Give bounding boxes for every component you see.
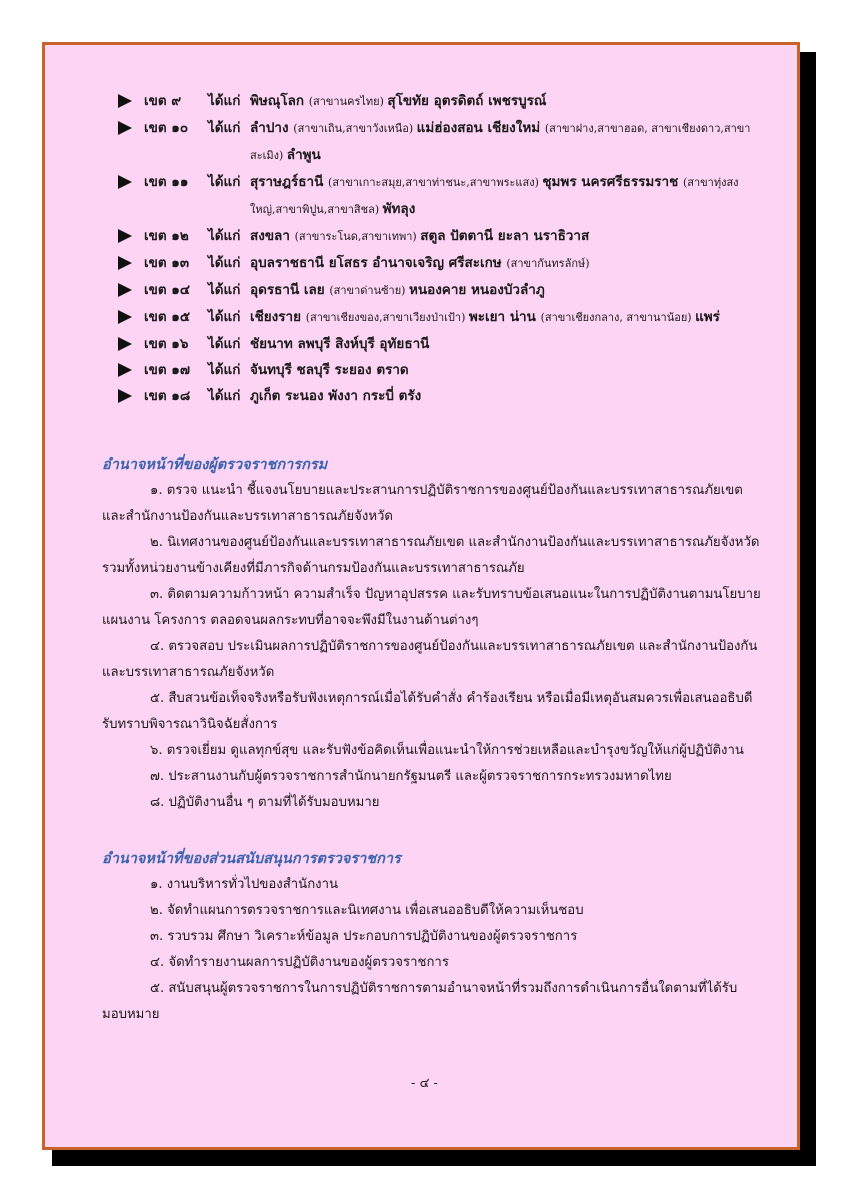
zone-provinces <box>250 331 778 357</box>
province-name: แพร่ <box>695 309 720 325</box>
zone-includes-label: ได้แก่ <box>208 93 241 109</box>
zone-provinces <box>250 277 778 304</box>
branch-note: (สาขาระโนด,สาขาเทพา) <box>294 230 421 243</box>
branch-note: (สาขาทุ่งสงใหญ่,สาขาพิปูน,สาขาสิชล) <box>250 176 739 216</box>
zone-row <box>118 277 778 304</box>
bullet-arrow-icon <box>118 283 132 297</box>
zone-row <box>118 331 778 357</box>
duty-item: ๖. ตรวจเยี่ยม ดูแลทุกข์สุข และรับฟังข้อคิดเห็นเพื่อแนะนำให้การช่วยเหลือและบำรุงขวัญให้แก่ผู้ปฏิบัติงาน <box>150 743 744 758</box>
bullet-arrow-icon <box>118 175 132 189</box>
zone-includes-label: ได้แก่ <box>208 174 241 190</box>
duty-item: ๑. งานบริหารทั่วไปของสำนักงาน <box>150 877 339 892</box>
zone-label: เขต ๑๘ <box>144 388 191 404</box>
duty-item: ๘. ปฏิบัติงานอื่น ๆ ตามที่ได้รับมอบหมาย <box>150 795 380 810</box>
zone-label: เขต ๑๗ <box>144 362 191 378</box>
province-name: ภูเก็ต ระนอง พังงา กระบี่ ตรัง <box>250 388 422 404</box>
bullet-arrow-icon <box>118 363 132 377</box>
duty-item: ๗. ประสานงานกับผู้ตรวจราชการสำนักนายกรัฐมนตรี และผู้ตรวจราชการกระทรวงมหาดไทย <box>150 769 672 784</box>
zone-row <box>118 115 778 169</box>
bullet-arrow-icon <box>118 229 132 243</box>
zone-row <box>118 223 778 250</box>
section-heading: อำนาจหน้าที่ของผู้ตรวจราชการกรม <box>102 456 328 473</box>
province-name: ชัยนาท ลพบุรี สิงห์บุรี อุทัยธานี <box>250 336 430 352</box>
duty-item: ๒. นิเทศงานของศูนย์ป้องกันและบรรเทาสาธารณภัยเขต และสำนักงานป้องกันและบรรเทาสาธารณภัยจังหวัด รวมทั้งหน่วยงานข้างเคียงที่มีภารกิจด้านกรมป้องกันและบรรเทาสาธารณภัย <box>102 535 760 576</box>
duty-list <box>102 872 762 1028</box>
zone-provinces <box>250 357 778 383</box>
province-name: สงขลา <box>250 228 295 244</box>
zone-includes-label: ได้แก่ <box>208 388 241 404</box>
section-support-duties <box>102 846 762 1028</box>
province-name: สุราษฎร์ธานี <box>250 174 329 190</box>
zone-label: เขต ๑๔ <box>144 282 191 298</box>
zone-provinces <box>250 250 778 277</box>
duty-item: ๕. สืบสวนข้อเท็จจริงหรือรับฟังเหตุการณ์เมื่อได้รับคำสั่ง คำร้องเรียน หรือเมื่อมีเหตุอันสมควรเพื่อเสนออธิบดีรับทราบพิจารณาวินิจฉัยสั่งการ <box>102 691 753 732</box>
duty-item: ๓. ติดตามความก้าวหน้า ความสำเร็จ ปัญหาอุปสรรค และรับทราบข้อเสนอแนะในการปฏิบัติงานตามนโยบาย แผนงาน โครงการ ตลอดจนผลกระทบที่อาจจะพึงมีในงานด้านต่างๆ <box>102 587 761 628</box>
zone-row <box>118 304 778 331</box>
bullet-arrow-icon <box>118 310 132 324</box>
province-name: อุบลราชธานี ยโสธร อำนาจเจริญ ศรีสะเกษ <box>250 255 507 271</box>
zone-provinces <box>250 304 778 331</box>
zone-includes-label: ได้แก่ <box>208 362 241 378</box>
zone-label: เขต ๑๕ <box>144 309 191 325</box>
zone-label: เขต ๙ <box>144 93 182 109</box>
branch-note: (สาขาเถิน,สาขาวังเหนือ) <box>293 122 417 135</box>
province-name: พัทลุง <box>382 201 416 217</box>
zone-provinces <box>250 223 778 250</box>
zone-provinces <box>250 88 778 115</box>
bullet-arrow-icon <box>118 389 132 403</box>
branch-note: (สาขากันทรลักษ์) <box>506 257 590 270</box>
bullet-arrow-icon <box>118 121 132 135</box>
province-name: พะเยา น่าน <box>468 309 541 325</box>
section-heading: อำนาจหน้าที่ของส่วนสนับสนุนการตรวจราชการ <box>102 850 401 867</box>
branch-note: (สาขาเกาะสมุย,สาขาท่าชนะ,สาขาพระแสง) <box>328 176 543 189</box>
bullet-arrow-icon <box>118 256 132 270</box>
section-inspector-duties <box>102 452 762 816</box>
zone-label: เขต ๑๐ <box>144 120 189 136</box>
zone-row <box>118 250 778 277</box>
duty-item: ๕. สนับสนุนผู้ตรวจราชการในการปฏิบัติราชการตามอำนาจหน้าที่รวมถึงการดำเนินการอื่นใดตามที่ได้รับมอบหมาย <box>102 981 738 1022</box>
branch-note: (สาขาเชียงกลาง, สาขานาน้อย) <box>540 311 696 324</box>
branch-note: (สาขาเชียงของ,สาขาเวียงป่าเป้า) <box>305 311 469 324</box>
zone-includes-label: ได้แก่ <box>208 282 241 298</box>
zone-label: เขต ๑๒ <box>144 228 189 244</box>
province-name: สตูล ปัตตานี ยะลา นราธิวาส <box>420 228 590 244</box>
duty-item: ๑. ตรวจ แนะนำ ชี้แจงนโยบายและประสานการปฏิบัติราชการของศูนย์ป้องกันและบรรเทาสาธารณภัยเขต และสำนักงานป้องกันและบรรเทาสาธารณภัยจังหวัด <box>102 483 743 524</box>
province-name: ลำพูน <box>286 147 321 163</box>
duty-list <box>102 478 762 816</box>
province-name: อุดรธานี เลย <box>250 282 330 298</box>
zone-row <box>118 169 778 223</box>
duty-item: ๔. ตรวจสอบ ประเมินผลการปฏิบัติราชการของศูนย์ป้องกันและบรรเทาสาธารณภัยเขต และสำนักงานป้องกันและบรรเทาสาธารณภัยจังหวัด <box>102 639 758 680</box>
zone-provinces <box>250 115 778 169</box>
branch-note: (สาขาด่านซ้าย) <box>329 284 409 297</box>
duty-item: ๒. จัดทำแผนการตรวจราชการและนิเทศงาน เพื่อเสนออธิบดีให้ความเห็นชอบ <box>150 903 584 918</box>
zone-label: เขต ๑๖ <box>144 336 189 352</box>
province-name: สุโขทัย อุตรดิตถ์ เพชรบูรณ์ <box>387 93 547 109</box>
province-name: หนองคาย หนองบัวลำภู <box>408 282 545 298</box>
branch-note: (สาขานครไทย) <box>308 95 388 108</box>
zone-list <box>118 88 778 409</box>
zone-row <box>118 357 778 383</box>
zone-includes-label: ได้แก่ <box>208 309 241 325</box>
page-number: - ๔ - <box>411 1076 438 1091</box>
zone-row <box>118 383 778 409</box>
zone-provinces <box>250 169 778 223</box>
zone-row <box>118 88 778 115</box>
branch-note: (สาขาฝาง,สาขาฮอด, สาขาเชียงดาว,สาขาสะเมิง) <box>250 122 751 162</box>
province-name: จันทบุรี ชลบุรี ระยอง ตราด <box>250 362 409 378</box>
zone-label: เขต ๑๓ <box>144 255 190 271</box>
zone-provinces <box>250 383 778 409</box>
bullet-arrow-icon <box>118 337 132 351</box>
province-name: พิษณุโลก <box>250 93 309 109</box>
zone-includes-label: ได้แก่ <box>208 336 241 352</box>
zone-includes-label: ได้แก่ <box>208 255 241 271</box>
province-name: เชียงราย <box>250 309 306 325</box>
duty-item: ๔. จัดทำรายงานผลการปฏิบัติงานของผู้ตรวจราชการ <box>150 955 449 970</box>
province-name: ลำปาง <box>250 120 294 136</box>
province-name: ชุมพร นครศรีธรรมราช <box>542 174 683 190</box>
province-name: แม่ฮ่องสอน เชียงใหม่ <box>416 120 545 136</box>
duty-item: ๓. รวบรวม ศึกษา วิเคราะห์ข้อมูล ประกอบการปฏิบัติงานของผู้ตรวจราชการ <box>150 929 578 944</box>
zone-label: เขต ๑๑ <box>144 174 189 190</box>
bullet-arrow-icon <box>118 94 132 108</box>
zone-includes-label: ได้แก่ <box>208 228 241 244</box>
zone-includes-label: ได้แก่ <box>208 120 241 136</box>
